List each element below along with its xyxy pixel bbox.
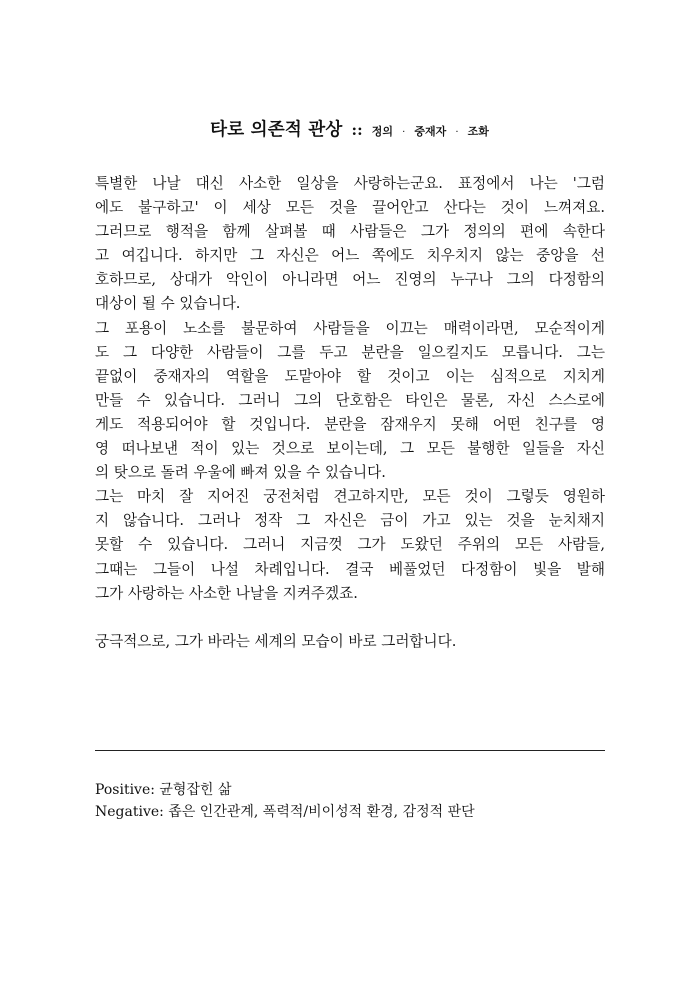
text-line: 지 않습니다. 그러나 정작 그 자신은 금이 가고 있는 것을 눈치채지 xyxy=(95,512,605,530)
text-line: 그때는 그들이 나설 차례입니다. 결국 베풀었던 다정함이 빛을 발해 xyxy=(95,560,605,578)
text-line: 그가 사랑하는 사소한 나날을 지켜주겠죠. xyxy=(95,584,358,602)
text-line: 도 그 다양한 사람들이 그를 두고 분란을 일으킬지도 모릅니다. 그는 xyxy=(95,343,605,361)
title-separator: :: xyxy=(351,121,363,139)
text-line: 만들 수 있습니다. 그러니 그의 단호함은 타인은 물론, 자신 스스로에 xyxy=(95,391,605,409)
title-tag-harmony: 조화 xyxy=(467,125,489,138)
text-line: 그러므로 행적을 함께 살펴볼 때 사람들은 그가 정의의 편에 속한다 xyxy=(95,223,605,241)
title-tag-mediator: 중재자 xyxy=(414,125,447,138)
paragraph-1 xyxy=(95,172,605,317)
document-title xyxy=(0,116,699,141)
text-line: 못할 수 있습니다. 그러니 지금껏 그가 도왔던 주위의 모든 사람들, xyxy=(95,536,605,554)
positive-note: Positive: 균형잡힌 삶 xyxy=(95,782,232,798)
text-line: 에도 불구하고' 이 세상 모든 것을 끌어안고 산다는 것이 느껴져요. xyxy=(95,199,605,217)
paragraph-gap xyxy=(95,606,605,630)
text-line: 게도 적용되어야 할 것입니다. 분란을 잠재우지 못해 어떤 친구를 영 xyxy=(95,415,605,433)
text-line: 의 탓으로 돌려 우울에 빠져 있을 수 있습니다. xyxy=(95,464,386,482)
paragraph-2 xyxy=(95,317,605,486)
closing-line: 궁극적으로, 그가 바라는 세계의 모습이 바로 그러합니다. xyxy=(95,632,457,650)
title-main: 타로 의존적 관상 xyxy=(210,120,343,140)
paragraph-3 xyxy=(95,485,605,605)
negative-note: Negative: 좁은 인간관계, 폭력적/비이성적 환경, 감정적 판단 xyxy=(95,804,475,820)
body-text xyxy=(95,172,605,654)
title-tag-justice: 정의 xyxy=(371,125,393,138)
text-line: 특별한 나날 대신 사소한 일상을 사랑하는군요. 표정에서 나는 '그럼 xyxy=(95,175,605,192)
text-line: 영 떠나보낸 적이 있는 것으로 보이는데, 그 모든 불행한 일들을 자신 xyxy=(95,440,605,458)
text-line: 그는 마치 잘 지어진 궁전처럼 견고하지만, 모든 것이 그렇듯 영원하 xyxy=(95,488,605,506)
text-line: 고 여깁니다. 하지만 그 자신은 어느 쪽에도 치우치지 않는 중앙을 선 xyxy=(95,247,605,265)
title-dot: · xyxy=(455,127,459,138)
text-line: 호하므로, 상대가 악인이 아니라면 어느 진영의 누구나 그의 다정함의 xyxy=(95,271,605,289)
title-dot: · xyxy=(402,127,406,138)
text-line: 대상이 될 수 있습니다. xyxy=(95,295,241,313)
text-line: 그 포용이 노소를 불문하여 사람들을 이끄는 매력이라면, 모순적이게 xyxy=(95,319,605,337)
text-line: 끝없이 중재자의 역할을 도맡아야 할 것이고 이는 심적으로 지치게 xyxy=(95,367,605,385)
horizontal-rule xyxy=(95,750,605,751)
notes-section xyxy=(95,779,605,823)
